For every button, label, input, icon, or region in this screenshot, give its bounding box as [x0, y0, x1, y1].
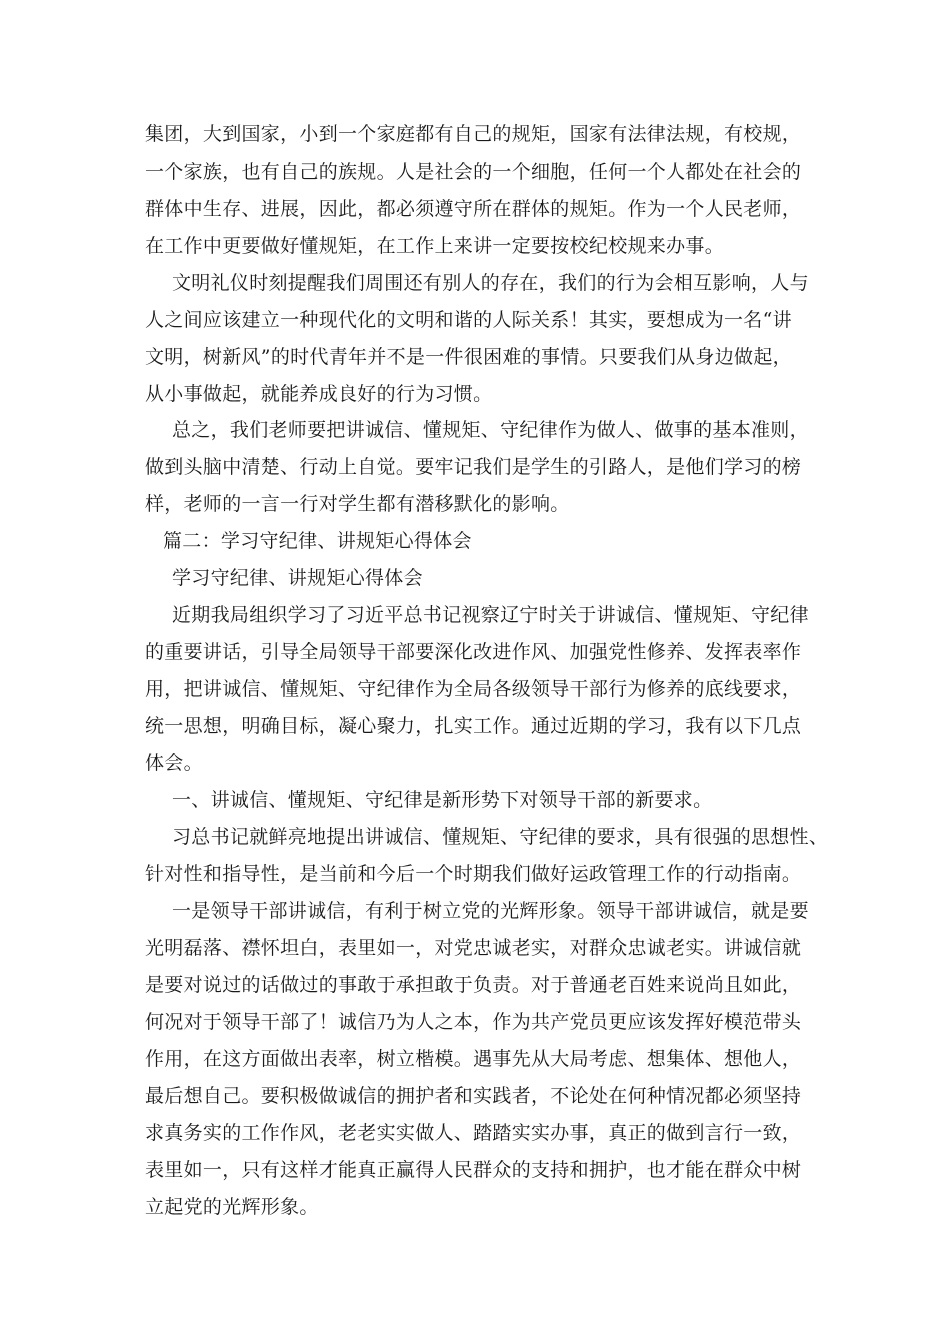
text-line: 从小事做起，就能养成良好的行为习惯。 — [145, 383, 493, 405]
text-line: 文明，树新风”的时代青年并不是一件很困难的事情。只要我们从身边做起， — [145, 346, 792, 368]
text-line: 体会。 — [145, 752, 203, 774]
text-line: 最后想自己。要积极做诚信的拥护者和实践者，不论处在何种情况都必须坚持 — [145, 1085, 802, 1107]
text-line: 立起党的光辉形象。 — [145, 1196, 319, 1218]
text-line: 的重要讲话，引导全局领导干部要深化改进作风、加强党性修养、发挥表率作 — [145, 641, 802, 663]
text-line: 一个家族，也有自己的族规。人是社会的一个细胞，任何一个人都处在社会的 — [145, 161, 802, 183]
text-line: 样，老师的一言一行对学生都有潜移默化的影响。 — [145, 493, 570, 515]
text-line: 针对性和指导性，是当前和今后一个时期我们做好运政管理工作的行动指南。 — [145, 863, 802, 885]
text-line: 光明磊落、襟怀坦白，表里如一，对党忠诚老实，对群众忠诚老实。讲诚信就 — [145, 937, 802, 959]
text-line: 一是领导干部讲诚信，有利于树立党的光辉形象。领导干部讲诚信，就是要 — [172, 900, 809, 922]
text-line: 在工作中更要做好懂规矩，在工作上来讲一定要按校纪校规来办事。 — [145, 235, 725, 257]
text-line: 何况对于领导干部了！诚信乃为人之本，作为共产党员更应该发挥好模范带头 — [145, 1011, 802, 1033]
section-heading: 篇二：学习守纪律、讲规矩心得体会 — [163, 530, 472, 552]
text-line: 统一思想，明确目标，凝心聚力，扎实工作。通过近期的学习，我有以下几点 — [145, 715, 802, 737]
text-line: 群体中生存、进展，因此，都必须遵守所在群体的规矩。作为一个人民老师， — [145, 198, 802, 220]
text-line: 文明礼仪时刻提醒我们周围还有别人的存在，我们的行为会相互影响，人与 — [172, 272, 809, 294]
text-line: 总之，我们老师要把讲诚信、懂规矩、守纪律作为做人、做事的基本准则， — [172, 419, 809, 441]
text-line: 用，把讲诚信、懂规矩、守纪律作为全局各级领导干部行为修养的底线要求， — [145, 678, 802, 700]
text-line: 做到头脑中清楚、行动上自觉。要牢记我们是学生的引路人，是他们学习的榜 — [145, 456, 802, 478]
text-line: 一、讲诚信、懂规矩、守纪律是新形势下对领导干部的新要求。 — [172, 789, 713, 811]
text-line: 是要对说过的话做过的事敢于承担敢于负责。对于普通老百姓来说尚且如此， — [145, 974, 802, 996]
text-line: 习总书记就鲜亮地提出讲诚信、懂规矩、守纪律的要求，具有很强的思想性、 — [172, 826, 829, 848]
text-line: 人之间应该建立一种现代化的文明和谐的人际关系！其实，要想成为一名“讲 — [145, 309, 792, 331]
section-subtitle: 学习守纪律、讲规矩心得体会 — [172, 567, 423, 589]
text-line: 近期我局组织学习了习近平总书记视察辽宁时关于讲诚信、懂规矩、守纪律 — [172, 604, 809, 626]
text-line: 作用，在这方面做出表率，树立楷模。遇事先从大局考虑、想集体、想他人， — [145, 1048, 802, 1070]
text-line: 求真务实的工作作风，老老实实做人、踏踏实实办事，真正的做到言行一致， — [145, 1122, 802, 1144]
text-line: 表里如一，只有这样才能真正赢得人民群众的支持和拥护，也才能在群众中树 — [145, 1159, 802, 1181]
text-line: 集团，大到国家，小到一个家庭都有自己的规矩，国家有法律法规，有校规， — [145, 123, 802, 145]
